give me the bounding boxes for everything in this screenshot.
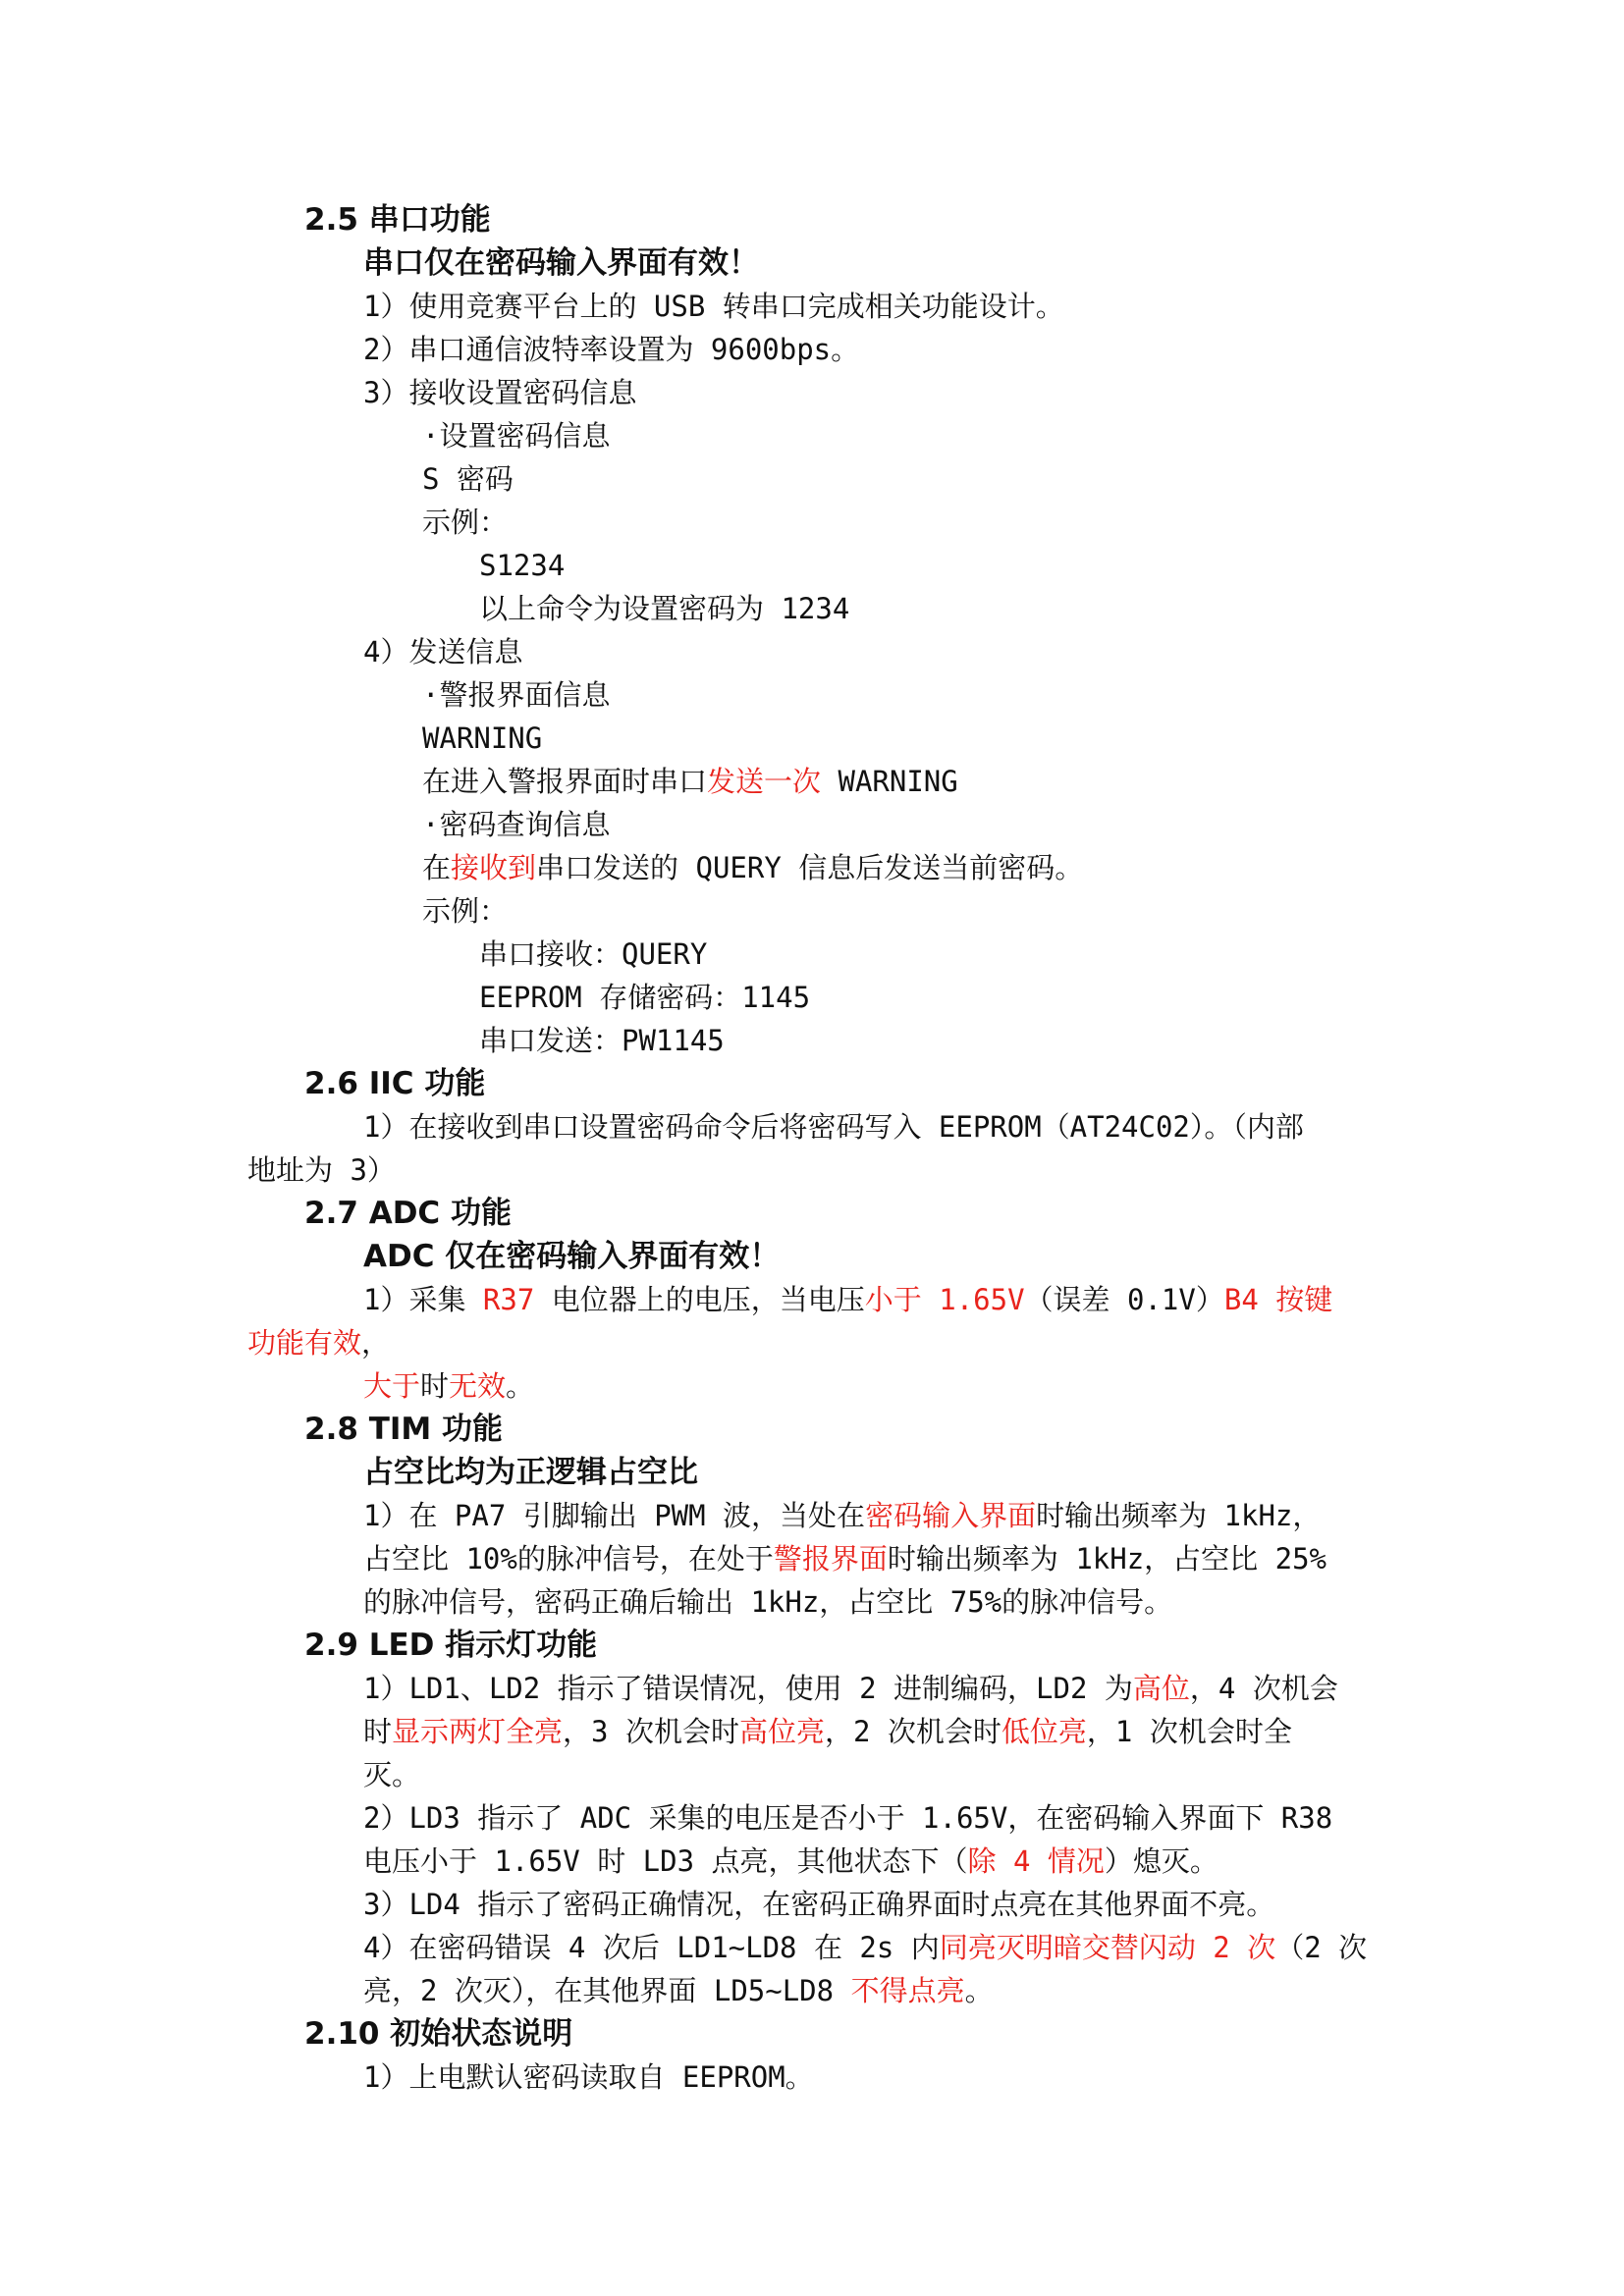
s25-example-recv: 串口接收：QUERY	[479, 937, 708, 971]
s29-c-line-1: 3）LD4 指示了密码正确情况，在密码正确界面时点亮在其他界面不亮。	[363, 1888, 1275, 1921]
s28-bold-note: 占空比均为正逻辑占空比	[363, 1455, 698, 1490]
heading-2-10: 2.10 初始状态说明	[304, 2016, 573, 2052]
s27-line-2	[247, 1321, 390, 1364]
s25-example-send: 串口发送：PW1145	[479, 1024, 725, 1057]
s28-line-1	[363, 1494, 1321, 1537]
s25-example-cmd: S1234	[479, 549, 566, 582]
s29-a-line-3: 灭。	[363, 1758, 421, 1791]
text: （2 次	[1275, 1931, 1368, 1964]
text: （误差 0.1V）	[1024, 1283, 1224, 1316]
highlight-text: 密码输入界面	[865, 1499, 1037, 1532]
s27-bold-note: ADC 仅在密码输入界面有效！	[363, 1239, 781, 1274]
s25-warning: WARNING	[422, 721, 543, 755]
highlight-text: 高位亮	[738, 1715, 825, 1748]
s26-item-1-line-2: 地址为 3）	[247, 1153, 396, 1187]
s26-item-1-line-1: 1）在接收到串口设置密码命令后将密码写入 EEPROM（AT24C02）。（内部	[363, 1110, 1304, 1144]
heading-2-5: 2.5 串口功能	[304, 202, 491, 238]
text: 1）采集	[363, 1283, 483, 1316]
highlight-text: R37	[482, 1283, 535, 1316]
highlight-text: 同亮灭明暗交替闪动 2 次	[939, 1931, 1276, 1964]
text: 时	[363, 1715, 393, 1748]
text: 亮，2 次灭），在其他界面 LD5~LD8	[363, 1974, 851, 2007]
heading-2-8: 2.8 TIM 功能	[304, 1412, 504, 1447]
highlight-text: 低位亮	[1001, 1715, 1087, 1748]
s25-item-4: 4）发送信息	[363, 635, 523, 668]
heading-2-9: 2.9 LED 指示灯功能	[304, 1628, 598, 1663]
s29-b-line-1: 2）LD3 指示了 ADC 采集的电压是否小于 1.65V，在密码输入界面下 R38	[363, 1801, 1333, 1835]
text: 时	[420, 1369, 450, 1403]
highlight-text: 接收到	[451, 851, 537, 884]
s27-line-1	[363, 1278, 1332, 1321]
text: 在进入警报界面时串口	[422, 765, 708, 798]
s25-example-label: 示例：	[422, 506, 509, 539]
highlight-text: 高位	[1132, 1672, 1190, 1705]
highlight-text: 显示两灯全亮	[392, 1715, 564, 1748]
text: WARNING	[821, 765, 958, 798]
s25-warn-desc	[422, 760, 958, 803]
s29-a-line-1	[363, 1667, 1338, 1710]
text: ，2 次机会时	[824, 1715, 1001, 1748]
s25-query-desc	[422, 846, 1083, 889]
heading-2-7: 2.7 ADC 功能	[304, 1196, 512, 1231]
highlight-text: 警报界面	[773, 1542, 888, 1575]
highlight-text: 功能有效	[247, 1326, 362, 1360]
text: 1）LD1、LD2 指示了错误情况，使用 2 进制编码，LD2 为	[363, 1672, 1133, 1705]
highlight-text: 无效	[449, 1369, 507, 1403]
s29-b-line-2	[363, 1840, 1218, 1883]
text: 1）在 PA7 引脚输出 PWM 波，当处在	[363, 1499, 866, 1532]
s28-line-3: 的脉冲信号，密码正确后输出 1kHz，占空比 75%的脉冲信号。	[363, 1585, 1173, 1619]
s29-d-line-1	[363, 1926, 1367, 1969]
s27-line-3	[363, 1364, 534, 1408]
highlight-text: 不得点亮	[850, 1974, 965, 2007]
s25-item-3: 3）接收设置密码信息	[363, 376, 637, 409]
s28-line-2	[363, 1537, 1326, 1580]
highlight-text: 发送一次	[707, 765, 822, 798]
s29-a-line-2	[363, 1710, 1292, 1753]
s25-item-2: 2）串口通信波特率设置为 9600bps。	[363, 333, 860, 366]
text: 占空比 10%的脉冲信号，在处于	[363, 1542, 774, 1575]
highlight-text: 小于 1.65V	[864, 1283, 1025, 1316]
text: ，1 次机会时全	[1086, 1715, 1292, 1748]
text: ，4 次机会	[1189, 1672, 1338, 1705]
s25-example-label-2: 示例：	[422, 894, 509, 928]
s25-bullet-query: ·密码查询信息	[422, 808, 611, 841]
text: 。	[506, 1369, 535, 1403]
s25-bold-note: 串口仅在密码输入界面有效！	[363, 245, 759, 281]
highlight-text: 除 4 情况	[967, 1844, 1105, 1878]
text: 。	[964, 1974, 994, 2007]
text: 4）在密码错误 4 次后 LD1~LD8 在 2s 内	[363, 1931, 940, 1964]
s25-example-store: EEPROM 存储密码：1145	[479, 981, 811, 1014]
text: ）熄灭。	[1104, 1844, 1218, 1878]
text: 电压小于 1.65V 时 LD3 点亮，其他状态下（	[363, 1844, 968, 1878]
s25-bullet-alarm: ·警报界面信息	[422, 678, 611, 712]
s25-bullet-set: ·设置密码信息	[422, 419, 611, 453]
text: 时输出频率为 1kHz，	[1036, 1499, 1322, 1532]
highlight-text: B4 按键	[1223, 1283, 1333, 1316]
s25-item-1: 1）使用竞赛平台上的 USB 转串口完成相关功能设计。	[363, 290, 1064, 323]
text: ，3 次机会时	[563, 1715, 739, 1748]
text: ，	[361, 1326, 391, 1360]
highlight-text: 大于	[363, 1369, 421, 1403]
text: 电位器上的电压，当电压	[534, 1283, 865, 1316]
heading-2-6: 2.6 IIC 功能	[304, 1066, 486, 1101]
text: 在	[422, 851, 452, 884]
text: 串口发送的 QUERY 信息后发送当前密码。	[536, 851, 1084, 884]
text: 时输出频率为 1kHz，占空比 25%	[887, 1542, 1326, 1575]
s29-d-line-2	[363, 1969, 994, 2012]
s25-example-desc: 以上命令为设置密码为 1234	[479, 592, 850, 625]
s25-cmd-format: S 密码	[422, 462, 514, 496]
s210-item-1: 1）上电默认密码读取自 EEPROM。	[363, 2060, 814, 2094]
